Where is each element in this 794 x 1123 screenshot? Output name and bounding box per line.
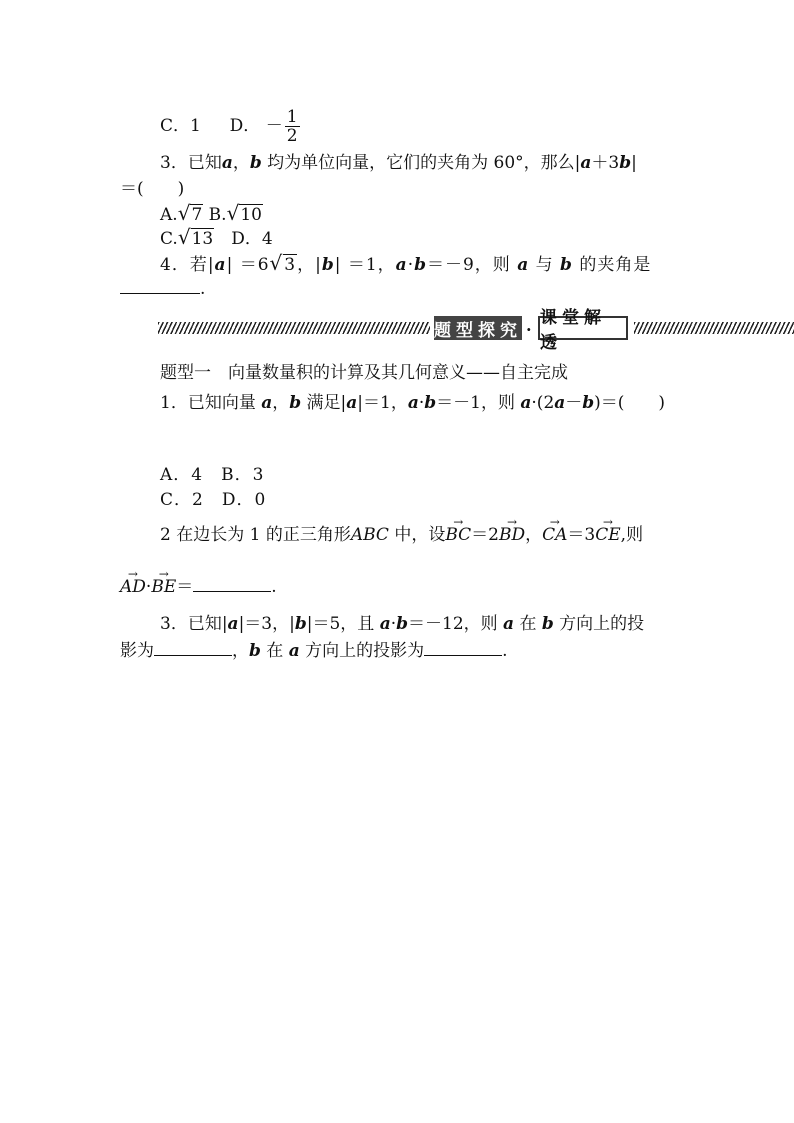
sqrt-13: √13 (177, 225, 214, 249)
question-3-stem: 3．已知a，b 均为单位向量，它们的夹角为 60°，那么|a＋3b| (160, 153, 637, 173)
problem-2-expression: → AD·→ BE＝ . (120, 576, 277, 598)
vector-ce: → CE (595, 524, 620, 546)
banner-box-topic: 题型探究 (434, 316, 522, 340)
answer-blank[interactable] (154, 641, 232, 656)
banner-hatch-left (158, 322, 430, 334)
problem-3-answer-line: 影为 ，b 在 a 方向上的投影为 . (120, 641, 508, 661)
banner-box-class: 课堂解透 (538, 316, 628, 340)
question-3-options-ab: A.√7 B.√10 (160, 201, 262, 225)
vector-be: → BE (151, 576, 176, 598)
problem-1-stem: 1．已知向量 a，b 满足|a|＝1，a·b＝－1，则 a·(2a－b)＝( ) (160, 393, 666, 413)
banner-dot: · (526, 320, 532, 339)
answer-blank[interactable] (424, 641, 502, 656)
problem-3-stem: 3．已知|a|＝3，|b|＝5，且 a·b＝－12，则 a 在 b 方向上的投 (160, 614, 645, 634)
problem-1-options-ab: A．4 B．3 (160, 465, 265, 485)
answer-blank[interactable] (193, 577, 271, 592)
vector-bd: → BD (499, 524, 525, 546)
fraction-one-half: $\frac{1}{2}$ (286, 107, 298, 146)
vector-ad: → AD (120, 576, 146, 598)
question-3-options-cd: C.√13 D．4 (160, 225, 273, 249)
sqrt-7: √7 (177, 201, 203, 225)
problem-1-options-cd: C．2 D．0 (160, 490, 267, 510)
question-4-stem: 4．若|a| ＝6√3，|b| ＝1，a·b＝－9，则 a 与 b 的夹角是 (160, 251, 652, 275)
answer-options-cd: C．1 D． － $\frac{1}{2}$ (160, 107, 298, 146)
vector-bc: → BC (445, 524, 471, 546)
sqrt-3: √3 (269, 251, 297, 275)
sqrt-10: √10 (226, 201, 262, 225)
vector-ca: → CA (542, 524, 567, 546)
question-4-blank-line: . (120, 278, 205, 300)
banner-hatch-right (634, 322, 794, 334)
option-c: C．1 (160, 116, 201, 136)
option-d: D． (229, 116, 261, 136)
question-3-paren: ＝( ) (120, 179, 185, 199)
section-title: 题型一 向量数量积的计算及其几何意义——自主完成 (160, 363, 568, 383)
answer-blank[interactable] (120, 279, 200, 294)
problem-2-stem: 2 在边长为 1 的正三角形ABC 中，设→ BC＝2→ BD，→ CA＝3→ CE,则 (160, 524, 643, 546)
section-banner (158, 308, 794, 353)
